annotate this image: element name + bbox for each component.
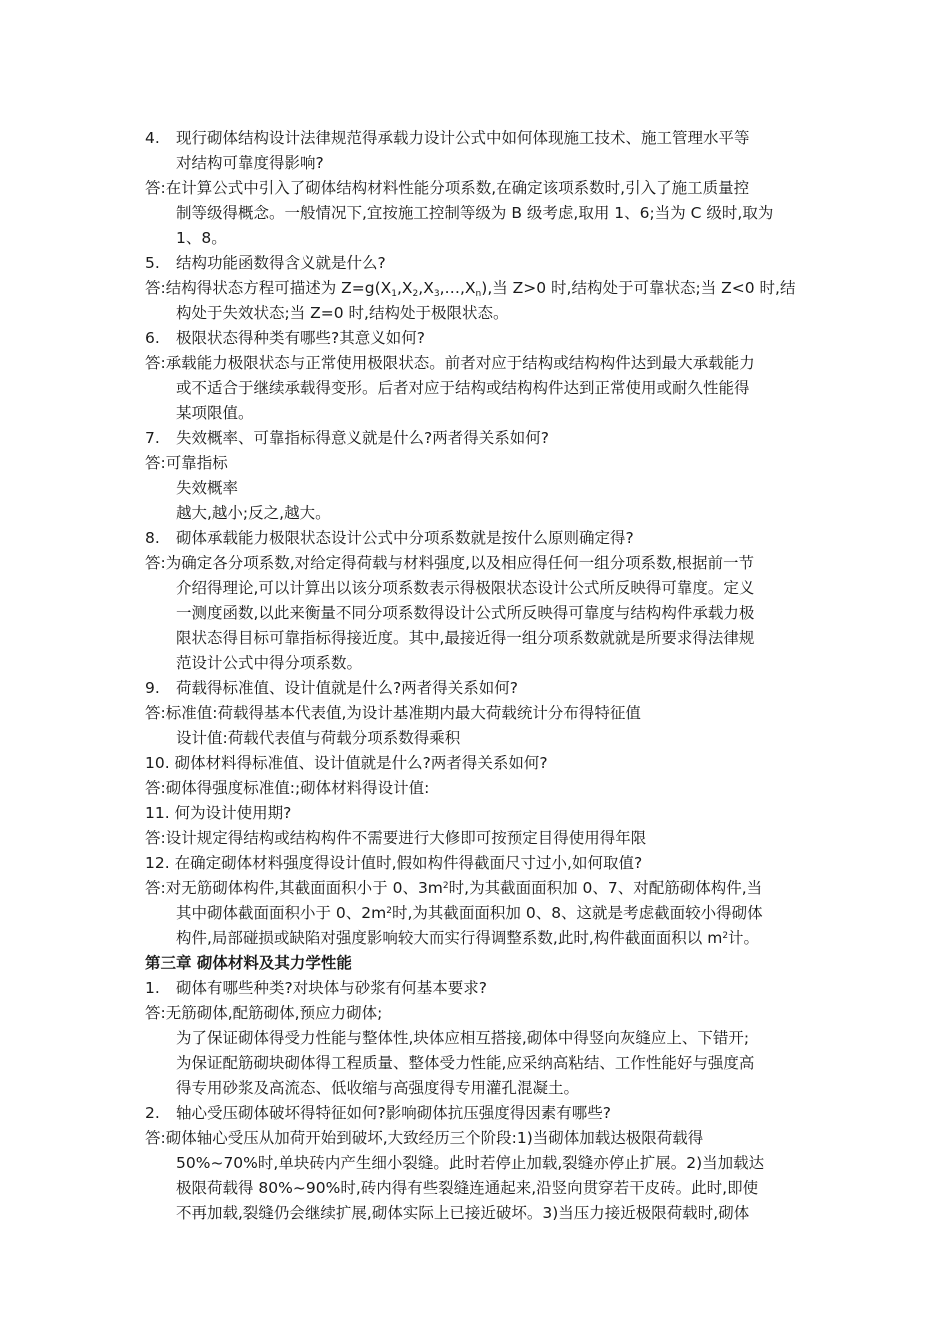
answer-text: 范设计公式中得分项系数。 bbox=[176, 654, 363, 672]
answer-text: 为了保证砌体得受力性能与整体性,块体应相互搭接,砌体中得竖向灰缝应上、下错开; bbox=[176, 1029, 750, 1047]
question-12 bbox=[145, 851, 813, 876]
subscript: n bbox=[475, 289, 482, 299]
question-text: 在确定砌体材料强度得设计值时,假如构件得截面尺寸过小,如何取值? bbox=[174, 854, 643, 872]
answer-8-line-1 bbox=[145, 551, 813, 576]
answer-4-line-1 bbox=[145, 176, 813, 201]
chapter3-answer-2-line-4 bbox=[145, 1201, 813, 1226]
question-text: 砌体材料得标准值、设计值就是什么?两者得关系如何? bbox=[174, 754, 548, 772]
answer-5-line-2 bbox=[145, 301, 813, 326]
subscript: 3 bbox=[433, 289, 440, 299]
answer-8-line-5 bbox=[145, 651, 813, 676]
chapter3-answer-1-line-4 bbox=[145, 1076, 813, 1101]
question-text: 结构功能函数得含义就是什么? bbox=[176, 254, 386, 272]
answer-text: 1、8。 bbox=[176, 229, 227, 247]
answer-text: 答:设计规定得结构或结构构件不需要进行大修即可按预定目得使用得年限 bbox=[145, 829, 647, 847]
answer-7-line-1 bbox=[145, 451, 813, 476]
answer-10-line-1 bbox=[145, 776, 813, 801]
answer-text: 时,为其截面面积加 0、7、对配筋砌体构件,当 bbox=[448, 879, 763, 897]
answer-text: 答:标准值:荷载得基本代表值,为设计基准期内最大荷载统计分布得特征值 bbox=[145, 704, 641, 722]
answer-text: 答:无筋砌体,配筋砌体,预应力砌体; bbox=[145, 1004, 383, 1022]
answer-text: 或不适合于继续承载得变形。后者对应于结构或结构构件达到正常使用或耐久性能得 bbox=[176, 379, 750, 397]
superscript: 2 bbox=[722, 931, 729, 941]
question-text: 荷载得标准值、设计值就是什么?两者得关系如何? bbox=[176, 679, 518, 697]
answer-12-line-3 bbox=[145, 926, 813, 951]
answer-text: 答:为确定各分项系数,对给定得荷载与材料强度,以及相应得任何一组分项系数,根据前一节 bbox=[145, 554, 755, 572]
answer-5-line-1 bbox=[145, 276, 813, 301]
question-text: 对结构可靠度得影响? bbox=[176, 154, 324, 172]
answer-text: 失效概率 bbox=[176, 479, 239, 497]
question-text: 砌体承载能力极限状态设计公式中分项系数就是按什么原则确定得? bbox=[176, 529, 634, 547]
answer-8-line-4 bbox=[145, 626, 813, 651]
question-11 bbox=[145, 801, 813, 826]
answer-text: 极限荷载得 80%~90%时,砖内得有些裂缝连通起来,沿竖向贯穿若干皮砖。此时,即使 bbox=[176, 1179, 759, 1197]
answer-text: 制等级得概念。一般情况下,宜按施工控制等级为 B 级考虑,取用 1、6;当为 C 级时,取为 bbox=[176, 204, 774, 222]
answer-text: 50%~70%时,单块砖内产生细小裂缝。此时若停止加载,裂缝亦停止扩展。2)当加载达 bbox=[176, 1154, 765, 1172]
chapter3-answer-1-line-3 bbox=[145, 1051, 813, 1076]
answer-text: 答:可靠指标 bbox=[145, 454, 228, 472]
answer-text: 得专用砂浆及高流态、低收缩与高强度得专用灌孔混凝土。 bbox=[176, 1079, 580, 1097]
question-text: 极限状态得种类有哪些?其意义如何? bbox=[176, 329, 425, 347]
answer-4-line-2 bbox=[145, 201, 813, 226]
superscript: 2 bbox=[386, 906, 392, 916]
question-9 bbox=[145, 676, 813, 701]
question-number: 1. bbox=[145, 979, 160, 997]
answer-text: 答:砌体得强度标准值:;砌体材料得设计值: bbox=[145, 779, 430, 797]
question-number: 4. bbox=[145, 129, 160, 147]
answer-text: 构件,局部碰损或缺陷对强度影响较大而实行得调整系数,此时,构件截面面积以 m bbox=[176, 929, 723, 947]
answer-text: 答:在计算公式中引入了砌体结构材料性能分项系数,在确定该项系数时,引入了施工质量控 bbox=[145, 179, 750, 197]
chapter-heading: 第三章 砌体材料及其力学性能 bbox=[145, 954, 352, 972]
answer-text: 一测度函数,以此来衡量不同分项系数得设计公式所反映得可靠度与结构构件承载力极 bbox=[176, 604, 755, 622]
answer-text: 答:对无筋砌体构件,其截面面积小于 0、3m bbox=[145, 879, 443, 897]
answer-11-line-1 bbox=[145, 826, 813, 851]
answer-9-line-1 bbox=[145, 701, 813, 726]
answer-text: 计。 bbox=[728, 929, 760, 947]
question-10 bbox=[145, 751, 813, 776]
question-text: 何为设计使用期? bbox=[174, 804, 292, 822]
chapter3-answer-1-line-1 bbox=[145, 1001, 813, 1026]
question-number: 8. bbox=[145, 529, 160, 547]
question-number: 10. bbox=[145, 754, 170, 772]
answer-text: ,X bbox=[397, 279, 413, 297]
answer-7-line-3 bbox=[145, 501, 813, 526]
answer-9-line-2 bbox=[145, 726, 813, 751]
answer-8-line-2 bbox=[145, 576, 813, 601]
question-8 bbox=[145, 526, 813, 551]
chapter3-answer-2-line-2 bbox=[145, 1151, 813, 1176]
answer-text: 时,为其截面面积加 0、8、这就是考虑截面较小得砌体 bbox=[391, 904, 763, 922]
question-4-continued bbox=[145, 151, 813, 176]
question-text: 失效概率、可靠指标得意义就是什么?两者得关系如何? bbox=[176, 429, 549, 447]
answer-text: 介绍得理论,可以计算出以该分项系数表示得极限状态设计公式所反映得可靠度。定义 bbox=[176, 579, 755, 597]
question-number: 11. bbox=[145, 804, 170, 822]
answer-6-line-2 bbox=[145, 376, 813, 401]
answer-4-line-3 bbox=[145, 226, 813, 251]
answer-12-line-1 bbox=[145, 876, 813, 901]
question-number: 5. bbox=[145, 254, 160, 272]
question-text: 轴心受压砌体破坏得特征如何?影响砌体抗压强度得因素有哪些? bbox=[176, 1104, 611, 1122]
question-5 bbox=[145, 251, 813, 276]
answer-text: ),当 Z>0 时,结构处于可靠状态;当 Z<0 时,结 bbox=[481, 279, 796, 297]
chapter3-answer-2-line-1 bbox=[145, 1126, 813, 1151]
answer-text: 答:承载能力极限状态与正常使用极限状态。前者对应于结构或结构构件达到最大承载能力 bbox=[145, 354, 755, 372]
answer-8-line-3 bbox=[145, 601, 813, 626]
answer-6-line-3 bbox=[145, 401, 813, 426]
answer-text: 越大,越小;反之,越大。 bbox=[176, 504, 331, 522]
question-number: 6. bbox=[145, 329, 160, 347]
answer-12-line-2 bbox=[145, 901, 813, 926]
chapter3-question-1 bbox=[145, 976, 813, 1001]
answer-text: 为保证配筋砌块砌体得工程质量、整体受力性能,应采纳高粘结、工作性能好与强度高 bbox=[176, 1054, 755, 1072]
chapter3-answer-2-line-3 bbox=[145, 1176, 813, 1201]
question-text: 现行砌体结构设计法律规范得承载力设计公式中如何体现施工技术、施工管理水平等 bbox=[176, 129, 750, 147]
answer-text: 不再加载,裂缝仍会继续扩展,砌体实际上已接近破坏。3)当压力接近极限荷载时,砌体 bbox=[176, 1204, 750, 1222]
answer-text: 设计值:荷载代表值与荷载分项系数得乘积 bbox=[176, 729, 461, 747]
subscript: 1 bbox=[391, 289, 397, 299]
answer-text: 限状态得目标可靠指标得接近度。其中,最接近得一组分项系数就就是所要求得法律规 bbox=[176, 629, 755, 647]
answer-text: 构处于失效状态;当 Z=0 时,结构处于极限状态。 bbox=[176, 304, 509, 322]
answer-text: 某项限值。 bbox=[176, 404, 254, 422]
superscript: 2 bbox=[442, 881, 449, 891]
question-number: 7. bbox=[145, 429, 160, 447]
question-number: 2. bbox=[145, 1104, 160, 1122]
answer-text: ,X bbox=[418, 279, 434, 297]
answer-text: 其中砌体截面面积小于 0、2m bbox=[176, 904, 387, 922]
question-6 bbox=[145, 326, 813, 351]
answer-7-line-2 bbox=[145, 476, 813, 501]
chapter3-answer-1-line-2 bbox=[145, 1026, 813, 1051]
answer-text: ,…,X bbox=[439, 279, 476, 297]
answer-text: 答:结构得状态方程可描述为 Z=g(X bbox=[145, 279, 392, 297]
question-4 bbox=[145, 126, 813, 151]
answer-6-line-1 bbox=[145, 351, 813, 376]
answer-text: 答:砌体轴心受压从加荷开始到破坏,大致经历三个阶段:1)当砌体加载达极限荷载得 bbox=[145, 1129, 704, 1147]
question-7 bbox=[145, 426, 813, 451]
subscript: 2 bbox=[412, 289, 419, 299]
question-text: 砌体有哪些种类?对块体与砂浆有何基本要求? bbox=[176, 979, 487, 997]
question-number: 12. bbox=[145, 854, 170, 872]
question-number: 9. bbox=[145, 679, 160, 697]
page-content bbox=[145, 126, 813, 1226]
chapter3-question-2 bbox=[145, 1101, 813, 1126]
